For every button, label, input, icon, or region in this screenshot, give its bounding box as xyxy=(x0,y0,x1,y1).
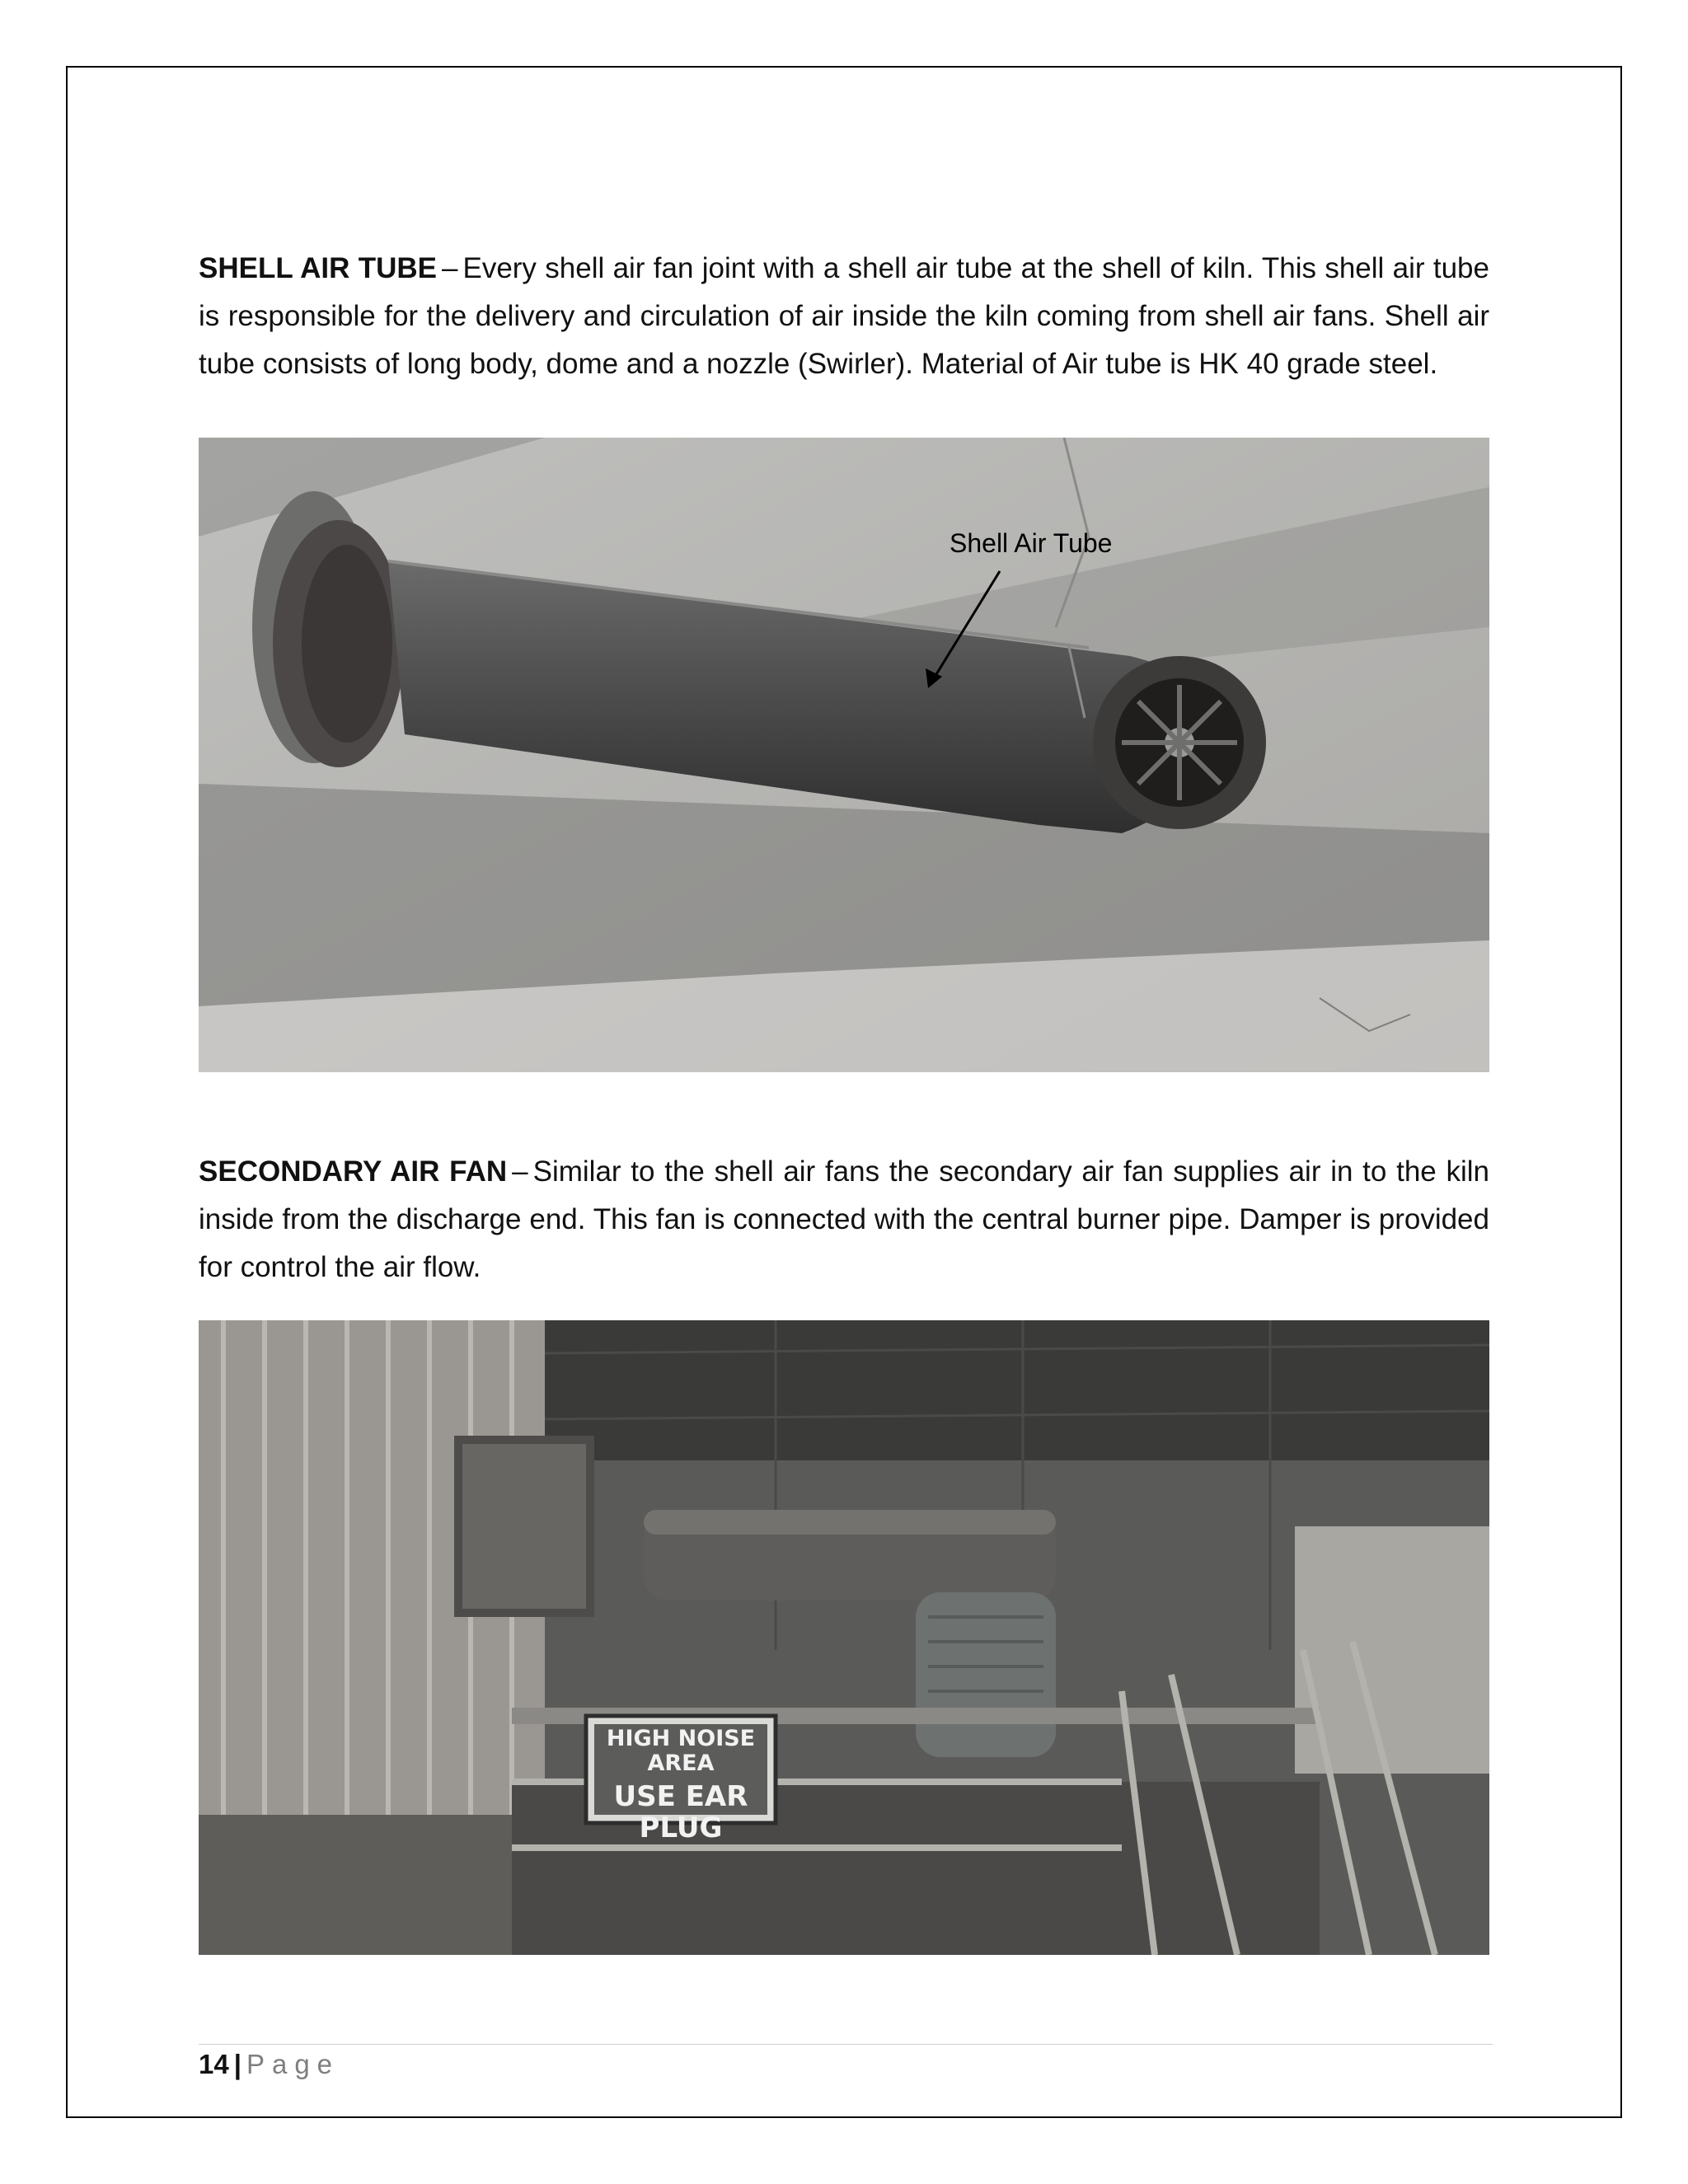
section-heading: SHELL AIR TUBE xyxy=(199,252,437,284)
footer-divider xyxy=(199,2044,1493,2045)
section-heading: SECONDARY AIR FAN xyxy=(199,1155,508,1188)
page-footer xyxy=(199,2048,340,2081)
footer-separator: | xyxy=(233,2049,241,2079)
photo-annotation-label: Shell Air Tube xyxy=(950,528,1113,558)
heading-dash: – xyxy=(512,1155,528,1188)
sign-line-1: HIGH NOISE AREA xyxy=(606,1726,756,1776)
shell-air-tube-photo xyxy=(199,438,1489,1072)
sign-line-2: USE EAR PLUG xyxy=(613,1780,748,1844)
section-shell-air-tube xyxy=(199,245,1489,388)
section-secondary-air-fan xyxy=(199,1148,1489,1291)
page-word: Page xyxy=(246,2049,340,2079)
heading-dash: – xyxy=(442,252,458,284)
secondary-air-fan-photo xyxy=(199,1320,1489,1955)
section-body: Every shell air fan joint with a shell air tube at the shell of kiln. This shell air tube is responsible for the delivery and circulation of air inside the kiln coming from shell air fans. Shell air tube consists of long body, dome and a nozzle (Swirler). Material of Air tube is HK 40 grade steel. xyxy=(199,252,1489,380)
section-body: Similar to the shell air fans the secondary air fan supplies air in to the kiln inside from the discharge end. This fan is connected with the central burner pipe. Damper is provided for control the air flow. xyxy=(199,1155,1489,1283)
noise-warning-sign xyxy=(596,1727,766,1844)
page-number: 14 xyxy=(199,2049,229,2079)
